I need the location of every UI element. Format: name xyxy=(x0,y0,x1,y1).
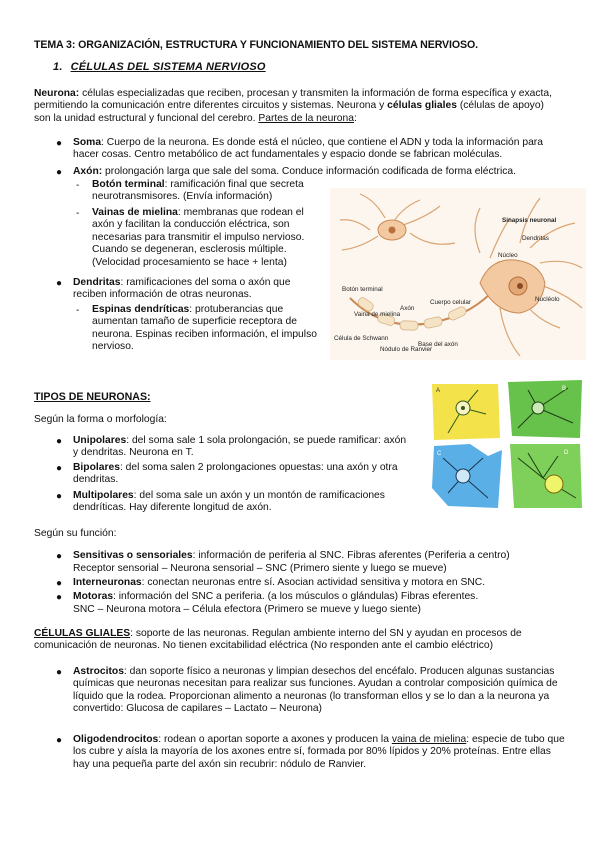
dash-icon: - xyxy=(76,208,80,219)
bullet-icon: ● xyxy=(56,491,63,502)
item-dendritas xyxy=(73,277,325,302)
astrocitos-text: : dan soporte físico a neuronas y limpian desechos del encéfalo. Producen algunas sustancias químicas que neuronas necesitan para realizar sus funciones. Ayudan a controlar composición química de líquido que la rodea. Proporcionan alimento a neuronas (lo transforman ellos y se lo dan a la neurona ya convertido: Glucosa de capilares – Lactato – Neurona) xyxy=(73,666,558,715)
term-espinas: Espinas dendríticas xyxy=(92,304,190,315)
term-dendritas: Dendritas xyxy=(73,277,121,288)
term-astrocitos: Astrocitos xyxy=(73,666,124,677)
label-base: Base del axón xyxy=(418,341,458,348)
term-interneuronas: Interneuronas xyxy=(73,577,142,588)
term-motoras: Motoras xyxy=(73,591,114,602)
term-soma: Soma xyxy=(73,137,102,148)
oligo-text-1: : rodean o aportan soporte a axones y producen la xyxy=(158,734,392,745)
item-vainas xyxy=(92,207,328,269)
neuron-types-diagram xyxy=(428,378,586,512)
gliales-paragraph xyxy=(34,628,564,653)
bullet-icon: ● xyxy=(56,667,63,678)
label-axon: Axón xyxy=(400,305,415,312)
label-vaina: Vaina de mielina xyxy=(354,311,401,318)
item-espinas xyxy=(92,304,322,354)
page-title: TEMA 3: ORGANIZACIÓN, ESTRUCTURA Y FUNCIONAMIENTO DEL SISTEMA NERVIOSO. xyxy=(34,39,478,51)
label-sinapsis: Sinapsis neuronal xyxy=(502,217,557,224)
label-nucleolo: Nucléolo xyxy=(535,296,560,303)
term-celulas-gliales-heading: CÉLULAS GLIALES xyxy=(34,628,131,639)
intro-text-2: (células de apoyo) son la unidad estructural y funcional del cerebro. xyxy=(34,100,544,124)
bipolares-text: : del soma salen 2 prolongaciones opuestas: una axón y otra dendritas. xyxy=(73,462,398,486)
bullet-icon: ● xyxy=(56,278,63,289)
bullet-icon: ● xyxy=(56,551,63,562)
item-unipolares xyxy=(73,435,413,460)
label-nucleo: Núcleo xyxy=(498,252,518,259)
item-sensitivas xyxy=(73,550,573,562)
unipolares-text: : del soma sale 1 sola prolongación, se puede ramificar: axón y dendritas. Neurona en T. xyxy=(73,435,407,459)
term-unipolares: Unipolares xyxy=(73,435,127,446)
bullet-icon: ● xyxy=(56,578,63,589)
sensitivas-text: : información de periferia al SNC. Fibras aferentes (Periferia a centro) xyxy=(192,550,510,561)
dash-icon: - xyxy=(76,305,80,316)
section-heading xyxy=(53,61,266,73)
intro-tail: : xyxy=(353,112,357,124)
neuron-diagram xyxy=(330,188,586,360)
item-axon xyxy=(73,166,563,178)
term-vainas: Vainas de mielina xyxy=(92,207,178,218)
term-boton: Botón terminal xyxy=(92,179,165,190)
item-boton xyxy=(92,179,328,204)
tipos-heading: TIPOS DE NEURONAS: xyxy=(34,391,151,403)
bullet-icon: ● xyxy=(56,436,63,447)
vainas-text: : membranas que rodean el axón y facilitan la conducción eléctrica, son necesarias para transmitir el impulso nervioso. Cuando se degeneran, esclerosis múltiple. (Velocidad procesamiento se hace + lenta) xyxy=(92,207,305,268)
dendritas-text: : ramificaciones del soma o axón que reciben información de otras neuronas. xyxy=(73,277,291,301)
gliales-text: : soporte de las neuronas. Regulan ambiente interno del SN y ayudan en procesos de comunicación de neuronas. No tienen excitabilidad eléctrica (No responden ante el cambio eléctrico) xyxy=(34,628,522,652)
bullet-icon: ● xyxy=(56,167,63,178)
item-bipolares xyxy=(73,462,413,487)
term-bipolares: Bipolares xyxy=(73,462,120,473)
term-neurona: Neurona: xyxy=(34,88,80,99)
bullet-icon: ● xyxy=(56,463,63,474)
sensitivas-line2: Receptor sensorial – Neurona sensorial – SNC (Primero siente y luego se mueve) xyxy=(73,563,447,574)
intro-paragraph xyxy=(34,88,562,125)
term-oligodendrocitos: Oligodendrocitos xyxy=(73,734,159,745)
espinas-text: : protuberancias que aumentan tamaño de superficie receptora de neurona. Espinas reciben información, el impulso nervioso. xyxy=(92,304,317,353)
boton-text: : ramificación final que secreta neurotransmisores. (Envía información) xyxy=(92,179,304,203)
axon-text: prolongación larga que sale del soma. Conduce información codificada de forma eléctrica. xyxy=(102,166,516,177)
item-astrocitos xyxy=(73,666,567,716)
term-multipolares: Multipolares xyxy=(73,490,134,501)
intro-text-1: células especializadas que reciben, procesan y transmiten la información de forma específica y exacta, permitiendo la comunicación entre diferentes circuitos y sistemas. Neurona y xyxy=(34,88,552,112)
term-axon: Axón: xyxy=(73,166,103,177)
panel-a-label: A xyxy=(436,388,441,394)
soma-text: : Cuerpo de la neurona. Es donde está el núcleo, que contiene el ADN y toda la información para hacer cosas. Centro metabólico de act fundamentales y espacio donde se fabrican moléculas. xyxy=(73,137,543,161)
multipolares-text: : del soma sale un axón y un montón de ramificaciones dendríticas. Hay diferente longitud de axón. xyxy=(73,490,385,514)
item-interneuronas xyxy=(73,577,573,589)
term-sensitivas: Sensitivas o sensoriales xyxy=(73,550,193,561)
section-number: 1. xyxy=(53,61,63,73)
item-oligodendrocitos xyxy=(73,734,567,771)
funcion-intro: Según su función: xyxy=(34,528,117,539)
vaina-mielina-link: vaina de mielina xyxy=(391,734,467,745)
panel-b-label: B xyxy=(562,386,567,392)
bullet-icon: ● xyxy=(56,592,63,603)
label-nodulo: Nódulo de Ranvier xyxy=(380,346,433,353)
partes-neurona-link: Partes de la neurona xyxy=(258,112,354,124)
motoras-line2: SNC – Neurona motora – Célula efectora (Primero se mueve y luego siente) xyxy=(73,604,421,615)
label-boton: Botón terminal xyxy=(342,286,383,293)
item-motoras xyxy=(73,591,573,603)
label-cuerpo: Cuerpo celular xyxy=(430,299,471,306)
forma-intro: Según la forma o morfología: xyxy=(34,414,167,425)
term-celulas-gliales: células gliales xyxy=(387,100,457,112)
bullet-icon: ● xyxy=(56,138,63,149)
bullet-icon: ● xyxy=(56,735,63,746)
interneuronas-text: : conectan neuronas entre sí. Asocian actividad sensitiva y motora en SNC. xyxy=(141,577,486,588)
dash-icon: - xyxy=(76,180,80,191)
motoras-text: : información del SNC a periferia. (a los músculos o glándulas) Fibras eferentes. xyxy=(113,591,479,602)
item-soma xyxy=(73,137,563,162)
item-multipolares xyxy=(73,490,419,515)
label-celula: Célula de Schwann xyxy=(334,335,389,342)
panel-c-label: C xyxy=(437,451,442,457)
section-label: CÉLULAS DEL SISTEMA NERVIOSO xyxy=(70,61,266,73)
panel-d-label: D xyxy=(564,450,569,456)
oligo-text-2: : especie de tubo que los cubre y aísla la mayoría de los axones entre sí, formada por 80% lípidos y 20% proteínas. Entre ellas hay una pequeña parte del axón sin recubrir: nódulo de Ranvier. xyxy=(73,734,565,770)
label-dendritas: Dendritas xyxy=(522,235,549,242)
